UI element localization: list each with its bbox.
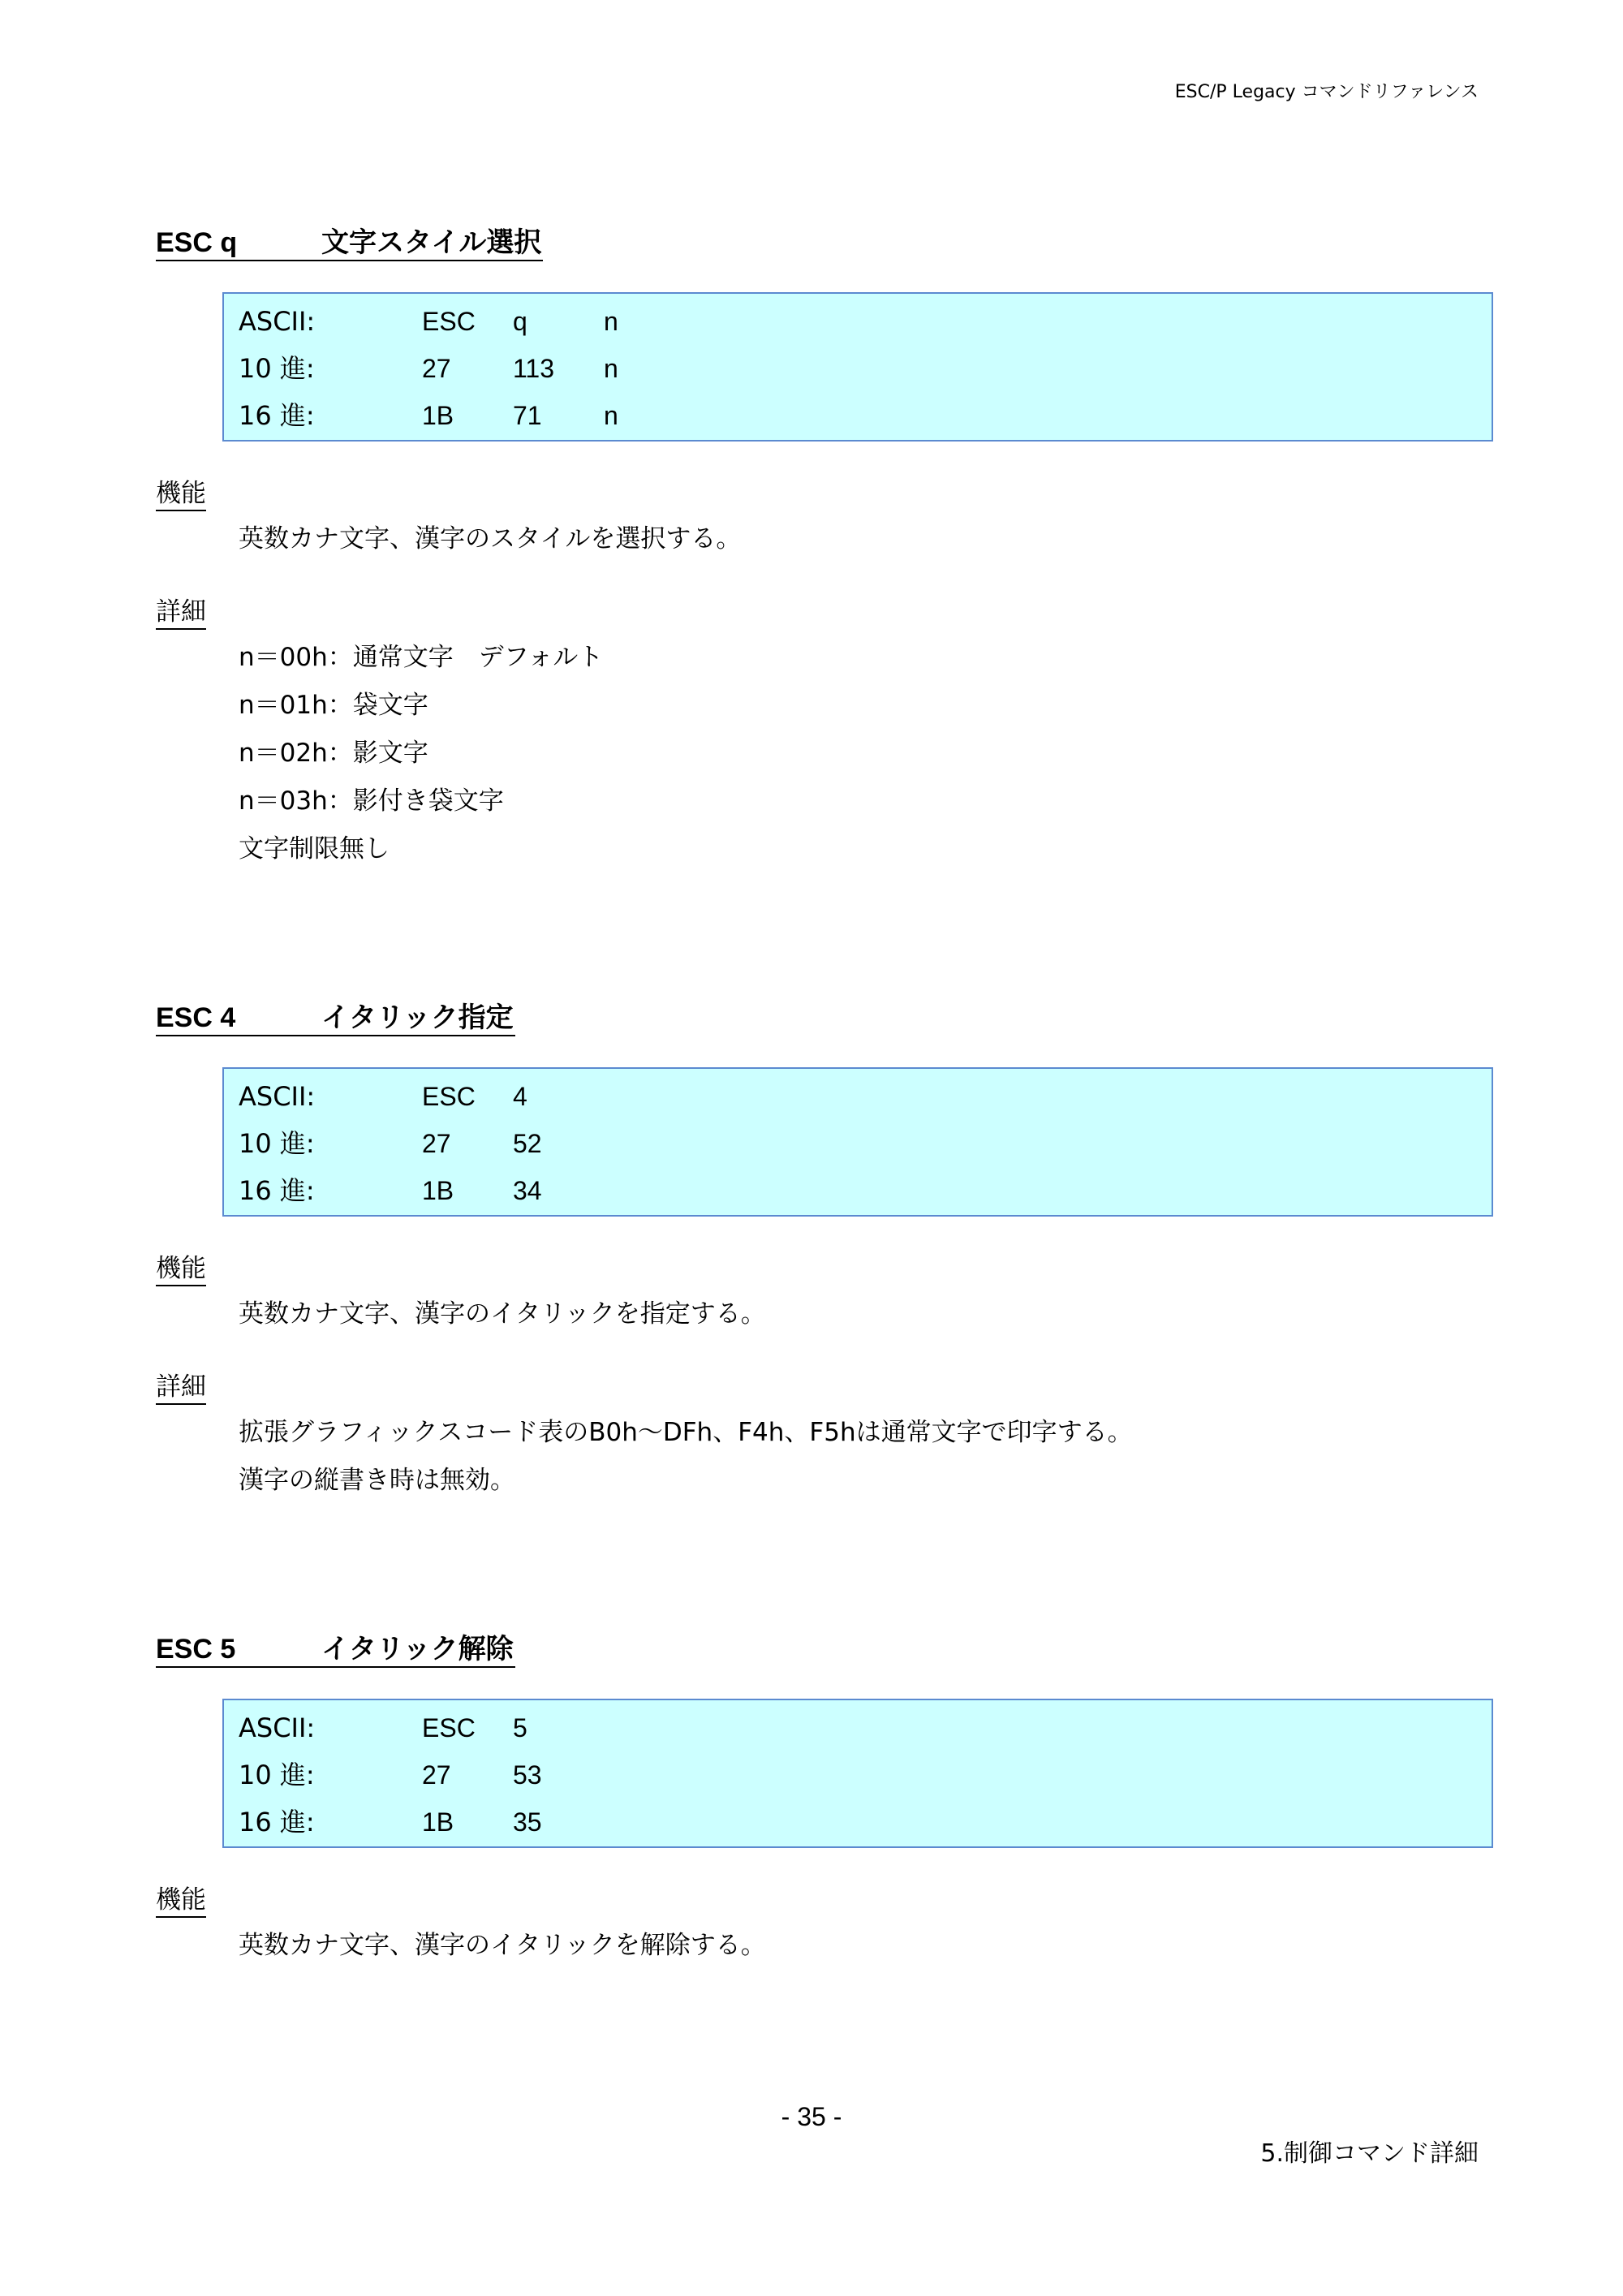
- detail-text: 拡張グラフィックスコード表のB0h～DFh、F4h、F5hは通常文字で印字する。: [239, 1418, 1133, 1447]
- code-value: 113: [513, 354, 555, 383]
- detail-text: n＝01h：袋文字: [239, 691, 428, 720]
- code-row-label: 10 進:: [239, 1760, 315, 1790]
- section-title: [156, 1001, 515, 1036]
- code-value: 27: [422, 354, 451, 383]
- code-value: 5: [513, 1713, 527, 1742]
- section-esc-5: [156, 1632, 1495, 1973]
- code-value: 71: [513, 401, 542, 430]
- command-description: イタリック解除: [321, 1633, 514, 1665]
- code-row-label: 16 進:: [239, 1807, 315, 1837]
- document-header-title: ESC/P Legacy コマンドリファレンス: [1174, 82, 1479, 102]
- code-row-label: 10 進:: [239, 353, 315, 384]
- code-value: ESC: [422, 1082, 476, 1111]
- command-name: ESC 4: [156, 1002, 236, 1033]
- code-value: q: [513, 307, 527, 336]
- section-esc-4: [156, 1001, 1495, 1520]
- code-value: 1B: [422, 1176, 454, 1205]
- code-value: 53: [513, 1760, 542, 1790]
- section-title: [156, 1632, 515, 1668]
- command-code-box: [222, 1067, 1493, 1217]
- detail-text: 文字制限無し: [239, 834, 390, 864]
- function-text: 英数カナ文字、漢字のイタリックを解除する。: [239, 1931, 766, 1960]
- section-esc-q: [156, 226, 1495, 875]
- function-text: 英数カナ文字、漢字のスタイルを選択する。: [239, 524, 742, 554]
- code-row-label: ASCII:: [239, 1081, 316, 1112]
- detail-label: 詳細: [156, 1371, 206, 1405]
- code-value: 4: [513, 1082, 527, 1111]
- detail-text: n＝03h：影付き袋文字: [239, 786, 504, 816]
- code-value: 1B: [422, 1807, 454, 1837]
- code-value: 1B: [422, 401, 454, 430]
- command-code-box: [222, 1699, 1493, 1848]
- code-value: n: [604, 354, 618, 383]
- section-title: [156, 226, 543, 261]
- code-row-label: ASCII:: [239, 306, 316, 337]
- function-label: 機能: [156, 1252, 206, 1286]
- function-label: 機能: [156, 1884, 206, 1918]
- detail-text: n＝02h：影文字: [239, 739, 428, 768]
- code-value: 27: [422, 1129, 451, 1158]
- code-row-label: 10 進:: [239, 1128, 315, 1159]
- command-name: ESC q: [156, 227, 238, 258]
- detail-text: n＝00h：通常文字 デフォルト: [239, 643, 604, 672]
- code-value: 35: [513, 1807, 542, 1837]
- command-description: 文字スタイル選択: [321, 226, 542, 259]
- page-number: - 35 -: [781, 2102, 842, 2131]
- code-row-label: 16 進:: [239, 400, 315, 431]
- command-name: ESC 5: [156, 1634, 236, 1665]
- code-row-label: 16 進:: [239, 1175, 315, 1206]
- code-value: ESC: [422, 307, 476, 336]
- code-value: ESC: [422, 1713, 476, 1742]
- code-value: 34: [513, 1176, 542, 1205]
- footer-chapter-title: 5.制御コマンド詳細: [1260, 2139, 1479, 2168]
- code-value: 52: [513, 1129, 542, 1158]
- code-value: n: [604, 307, 618, 336]
- code-row-label: ASCII:: [239, 1712, 316, 1743]
- function-label: 機能: [156, 477, 206, 511]
- command-description: イタリック指定: [321, 1002, 514, 1034]
- code-value: 27: [422, 1760, 451, 1790]
- command-code-box: [222, 292, 1493, 442]
- detail-label: 詳細: [156, 596, 206, 630]
- code-value: n: [604, 401, 618, 430]
- function-text: 英数カナ文字、漢字のイタリックを指定する。: [239, 1299, 766, 1329]
- detail-text: 漢字の縦書き時は無効。: [239, 1466, 515, 1495]
